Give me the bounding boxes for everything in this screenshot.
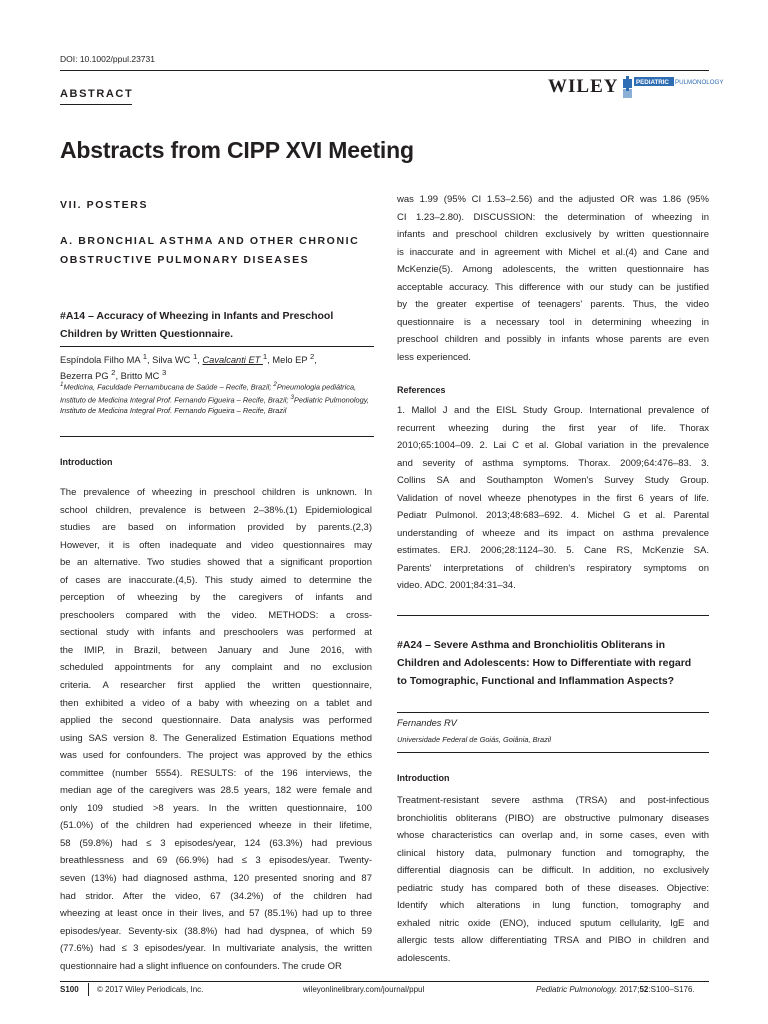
copyright: © 2017 Wiley Periodicals, Inc. xyxy=(97,985,204,994)
text-line: committee (number 5554). RESULTS: of the 196 interviews, the xyxy=(60,767,372,779)
citation: Pediatric Pulmonology. 2017;52:S100–S176. xyxy=(536,985,695,994)
text-line: Parents' interpretations of children's respiratory symptoms on xyxy=(397,562,709,574)
page-title: Abstracts from CIPP XVI Meeting xyxy=(60,137,414,163)
text-line: exhaled nitric oxide (ENO), induced sputum cellularity, IgE and xyxy=(397,917,709,929)
text-line: is inaccurate and in agreement with Michel et al.(4) and Cane and xyxy=(397,246,709,258)
references-list xyxy=(397,402,709,595)
title-divider xyxy=(60,346,374,347)
text-line: studies are based on information provided by parents.(2,3) xyxy=(60,522,372,534)
text-line: recurrent wheezing during the first year of life. Thorax xyxy=(397,422,709,434)
intro-body-a14 xyxy=(60,484,372,975)
text-line: questionnaire had a slight influence on confounders. The crude OR xyxy=(60,960,342,972)
text-line: only 109 studied >8 years. In the written questionnaire, 100 xyxy=(60,802,372,814)
text-line: seven (13%) had diagnosed asthma, 120 presented snoring and 87 xyxy=(60,873,372,885)
section-heading-posters: VII. POSTERS xyxy=(60,199,149,211)
section-heading-bronchial: A. BRONCHIAL ASTHMA AND OTHER CHRONIC OBSTRUCTIVE PULMONARY DISEASES xyxy=(60,235,360,266)
text-line: 58 (59.8%) had ≤ 3 episodes/year, 124 (63.3%) had previous xyxy=(60,837,372,849)
text-line: Collins SA and Southampton Women's Survey Study Group. xyxy=(397,475,709,487)
doi-text: DOI: 10.1002/ppul.23731 xyxy=(60,54,155,64)
text-line: 2010;65:1004–09. 2. Lai C et al. Global variation in the prevalence xyxy=(397,440,709,452)
text-line: wheezing at least once in their lives, and 57 (85.1%) had up to three xyxy=(60,908,372,920)
text-line: and severity of asthma symptoms. Thorax. 2009;64:476–83. 3. xyxy=(397,457,709,469)
text-line: then exhibited a video of a baby with wheezing on a tablet and xyxy=(60,697,372,709)
section-label: ABSTRACT xyxy=(60,88,134,100)
text-line: using SAS version 8. The Generalized Estimation Equations method xyxy=(60,732,372,744)
publisher-logo: WILEY xyxy=(548,76,619,97)
text-line: bronchiolitis obliterans (PIBO) are obstructive pulmonary diseases xyxy=(397,812,709,824)
affiliations-a14: $^1$Medicina, Faculdade Pernambucana de Saúde – Recife, Brazil; $^2$Pneumologia pediátrica, Instituto de Medicina Integral Prof. Fernando Figueira – Recife, Brazil; $^3$Pediatric Pulmonology, Instituto de Medicina Integral Prof. Fernando Figueira – Recife, Brazil xyxy=(60,381,369,416)
references-heading: References xyxy=(397,385,446,395)
text-line: criteria. A researcher first applied the written questionnaire, xyxy=(60,680,372,692)
text-line: 1. Mallol J and the EISL Study Group. International prevalence of xyxy=(397,405,709,416)
text-line: was used for confounders. The project was approved by the ethics xyxy=(60,750,372,762)
text-line: acceptable accuracy. This difference with our study can be justified xyxy=(397,281,709,293)
authors-a14: Espíndola Filho MA $^1$, Silva WC $^1$, Cavalcanti ET $^1$, Melo EP $^2$, Bezerra PG $^2$, Britto MC $^3$ xyxy=(60,352,317,381)
section-label-underline xyxy=(60,104,132,105)
text-line: be an alternative. Two studies showed that a significant proportion xyxy=(60,557,372,569)
text-line: preschoolers compared with the video. METHODS: a cross- xyxy=(60,609,372,621)
text-line: video. ADC. 2001;84:31–34. xyxy=(397,580,516,592)
affiliation-a24: Universidade Federal de Goiás, Goiânia, Brazil xyxy=(397,735,552,744)
text-line: of cases are inaccurate.(4,5). This study aimed to determine the xyxy=(60,574,372,586)
intro-heading-a14: Introduction xyxy=(60,457,113,467)
authors-a24: Fernandes RV xyxy=(397,718,457,728)
text-line: sectional study with infants and preschoolers was performed at xyxy=(60,627,372,639)
text-line: was 1.99 (95% CI 1.53–2.56) and the adjusted OR was 1.86 (95% xyxy=(397,194,709,205)
text-line: CI 1.23–2.80). DISCUSSION: the determination of wheezing in xyxy=(397,211,709,223)
text-line: McKenzie(5). Among adolescents, the written questionnaire has xyxy=(397,264,709,276)
text-line: preschool children and possibly in infants whose parents are even xyxy=(397,334,709,346)
journal-url[interactable]: wileyonlinelibrary.com/journal/ppul xyxy=(303,985,425,994)
svg-text:PEDIATRIC: PEDIATRIC xyxy=(636,79,669,86)
text-line: allergic tests allow differentiating TRSA and PIBO in children and xyxy=(397,935,709,947)
footer-separator xyxy=(88,983,89,996)
a24-affil-divider xyxy=(397,752,709,753)
text-line: episodes/year. Seventy-six (38.8%) had had dyspnea, of which 59 xyxy=(60,925,372,937)
text-line: whose characteristics can overlap and, in some cases, even with xyxy=(397,830,709,842)
text-line: the IMIP, in Brazil, between January and June 2016, with xyxy=(60,644,372,656)
svg-text:PULMONOLOGY: PULMONOLOGY xyxy=(675,79,724,86)
text-line: pediatric study has compared both of these diseases. Objective: xyxy=(397,882,709,894)
text-line: Treatment-resistant severe asthma (TRSA) and post-infectious xyxy=(397,795,709,806)
text-line: had stridor. After the video, 67 (34.2%) of the children had xyxy=(60,890,372,902)
a24-title-divider xyxy=(397,712,709,713)
text-line: understanding of wheeze and its impact on asthma prevalence xyxy=(397,527,709,539)
text-line: differential diagnosis can be difficult. In addition, no exclusively xyxy=(397,865,709,877)
header-rule xyxy=(60,70,709,71)
text-line: less experienced. xyxy=(397,351,471,363)
a14-continuation xyxy=(397,191,709,366)
abstract-title-a24: #A24 – Severe Asthma and Bronchiolitis Obliterans in Children and Adolescents: How to Differentiate with regard to Tomographic, Functional and Inflammation Aspects? xyxy=(397,639,692,687)
abstract-title-a14: #A14 – Accuracy of Wheezing in Infants and Preschool Children by Written Questionnaire. xyxy=(60,310,334,340)
footer-rule xyxy=(60,981,709,982)
text-line: clinical history data, pulmonary function and tomography, the xyxy=(397,847,709,859)
text-line: Validation of novel wheeze phenotypes in the first 6 years of life. xyxy=(397,492,709,504)
text-line: scheduled appointments for any complaint and no exclusion xyxy=(60,662,372,674)
text-line: However, it is often inadequate and video questionnaires may xyxy=(60,539,372,551)
text-line: applied the second questionnaire. Data analysis was performed xyxy=(60,715,372,727)
text-line: breathlessness and 69 (66.9%) had ≤ 3 episodes/year. Twenty- xyxy=(60,855,372,867)
text-line: estimates. ERJ. 2006;28:1124–30. 5. Cane RS, McKenzie SA. xyxy=(397,545,709,557)
text-line: perception of wheezing by the caregivers of infants and xyxy=(60,592,372,604)
text-line: school children, prevalence is between 2–38%.(1) Epidemiological xyxy=(60,504,372,516)
text-line: questionnaire is a necessary tool in determining wheezing in xyxy=(397,316,709,328)
text-line: infants and preschool children exclusively by written questionnaire xyxy=(397,229,709,241)
affil-divider xyxy=(60,436,374,437)
text-line: median age of the caregivers was 28.5 years, 182 were female and xyxy=(60,785,372,797)
intro-body-a24 xyxy=(397,792,709,967)
text-line: by the greater expertise of teenagers' parents. Thus, the video xyxy=(397,299,709,311)
page-number: S100 xyxy=(60,985,79,994)
text-line: Pediatr Pulmonol. 2013;48:683–692. 4. Michel G et al. Parental xyxy=(397,510,709,522)
abstract-divider xyxy=(397,615,709,616)
intro-heading-a24: Introduction xyxy=(397,773,450,783)
text-line: (51.0%) of the children had experienced wheeze in their lifetime, xyxy=(60,820,372,832)
journal-logo xyxy=(623,74,724,100)
text-line: adolescents. xyxy=(397,952,451,964)
text-line: Identify which alterations in lung function, tomography and xyxy=(397,900,709,912)
text-line: (77.6%) had ≤ 3 episodes/year. In multivariate analysis, the written xyxy=(60,943,372,955)
text-line: The prevalence of wheezing in preschool children is unknown. In xyxy=(60,487,372,498)
